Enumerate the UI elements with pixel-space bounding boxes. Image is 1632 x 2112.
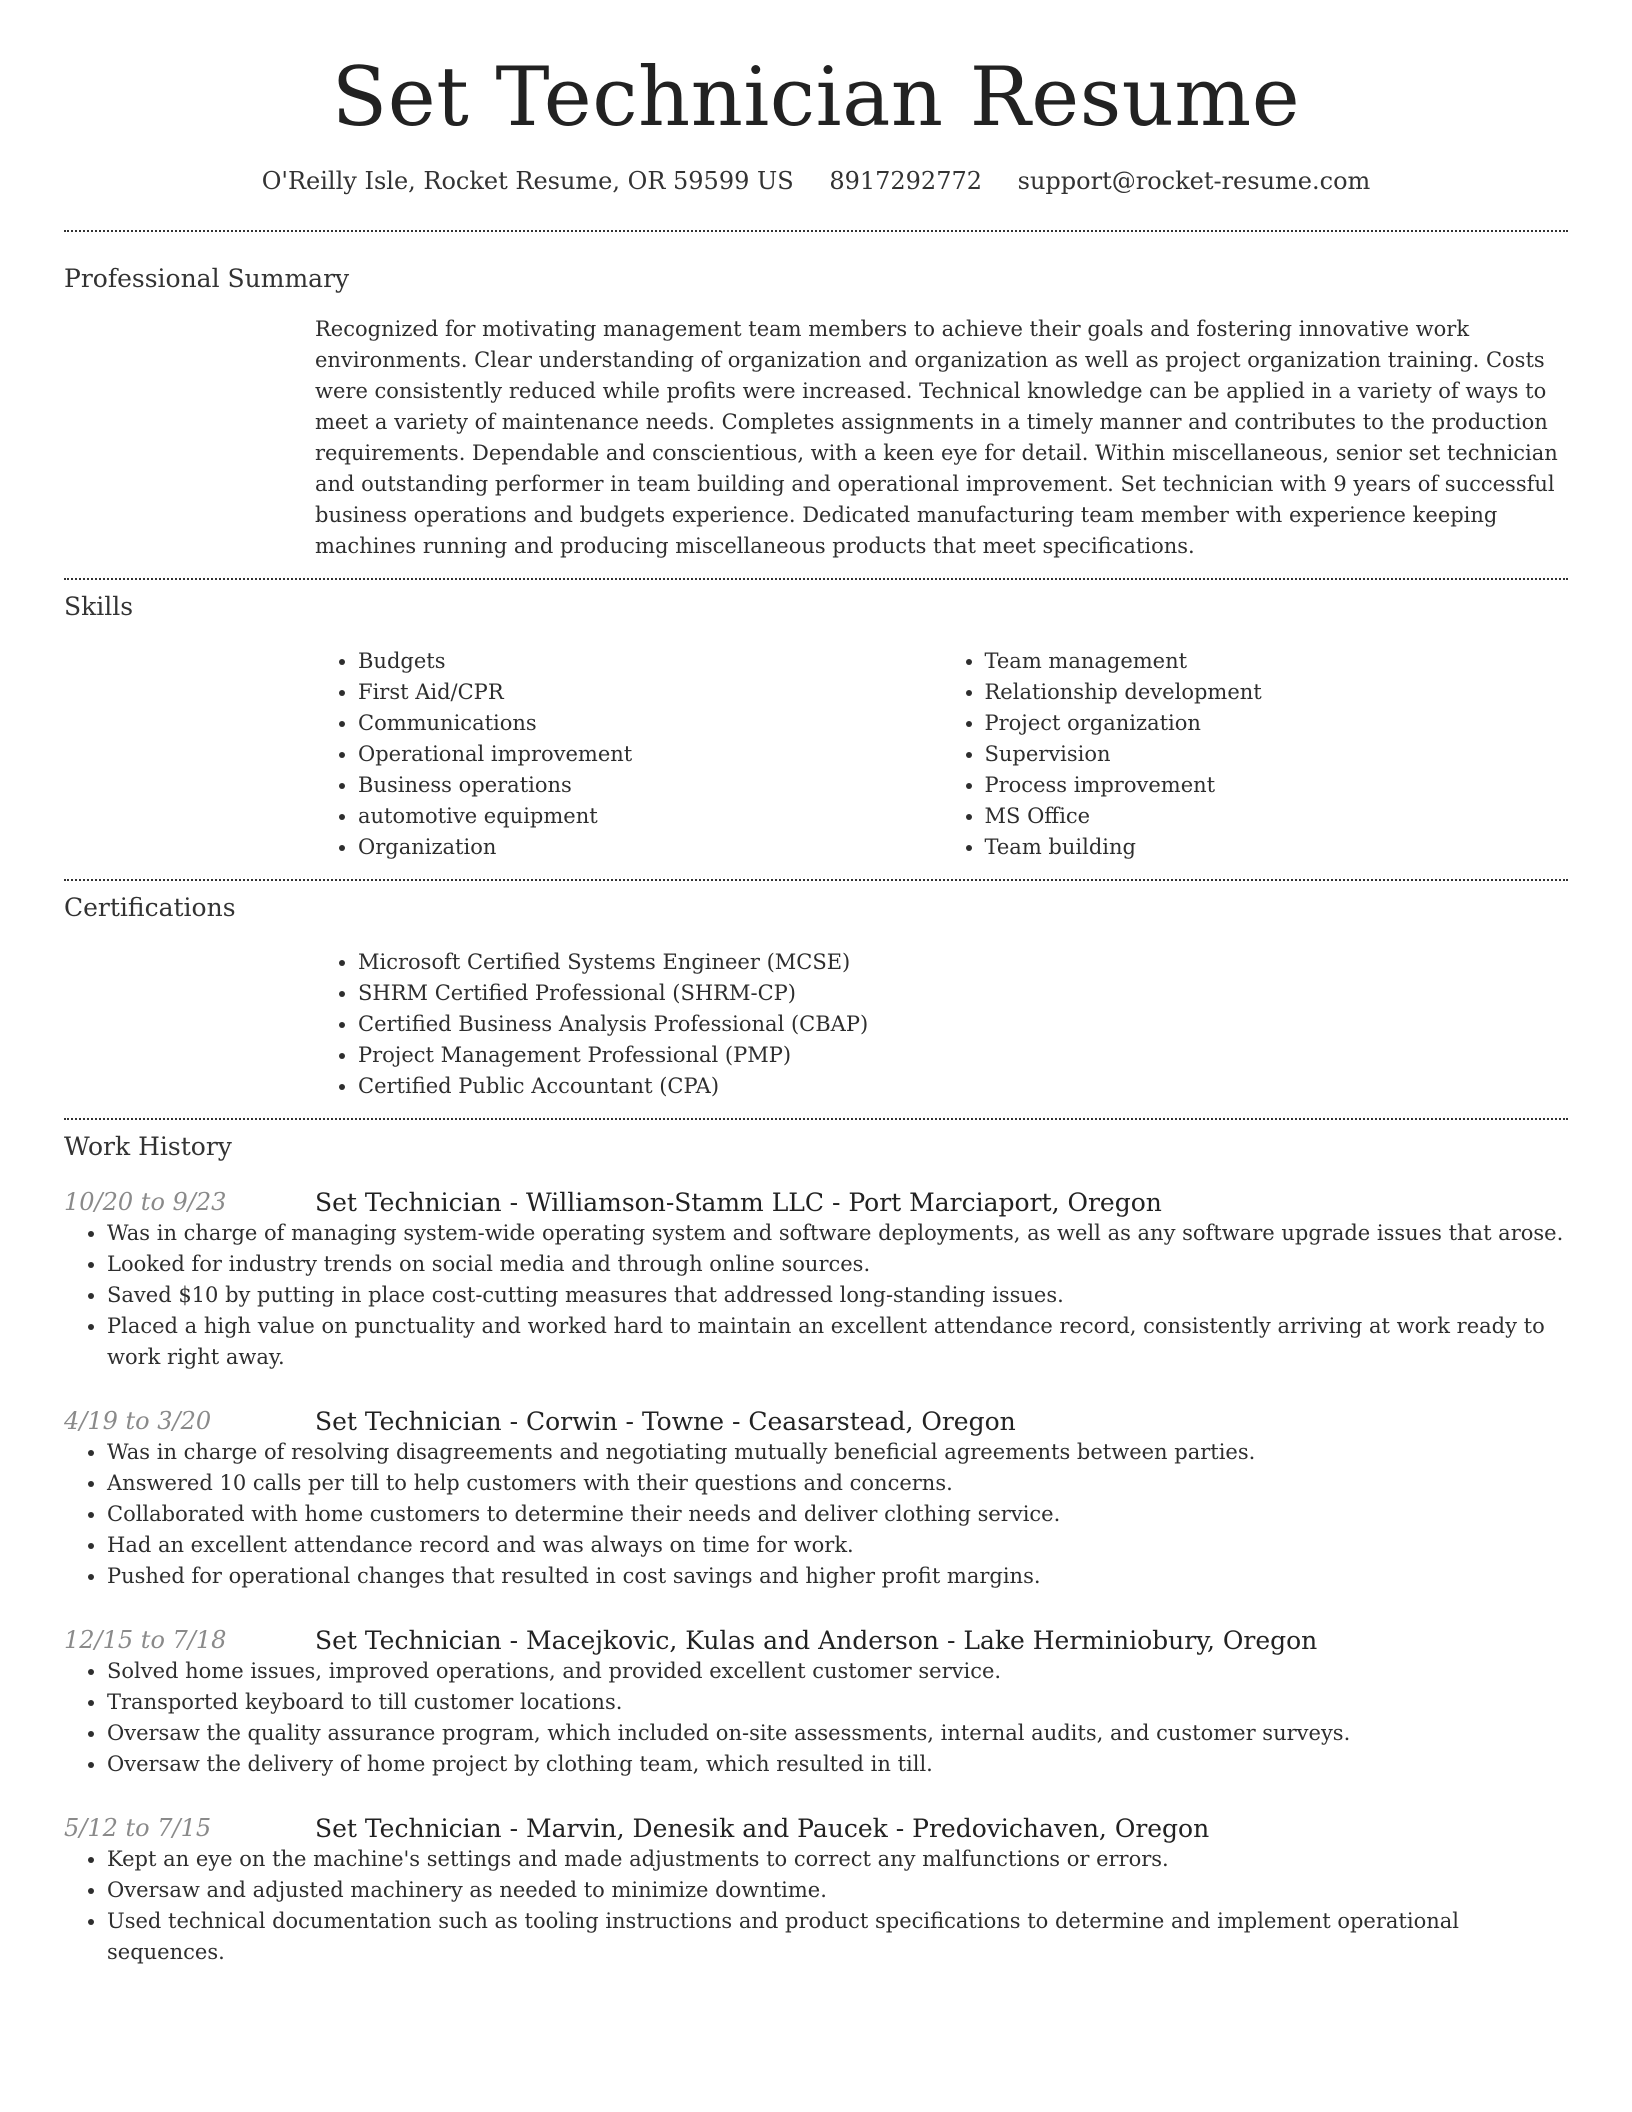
list-item: • Saved $10 by putting in place cost-cutting measures that addressed long-standing issues. (107, 1280, 1568, 1311)
list-item: • Transported keyboard to till customer locations. (107, 1687, 1568, 1718)
divider (64, 879, 1568, 881)
summary-section (64, 264, 1568, 562)
job-entry (64, 1626, 1568, 1780)
divider (64, 1118, 1568, 1120)
job-entry (64, 1188, 1568, 1373)
list-item: • Project Management Professional (PMP) (358, 1040, 1568, 1071)
job-heading: Set Technician - Macejkovic, Kulas and Anderson - Lake Herminiobury, Oregon (315, 1625, 1318, 1655)
list-item: • Relationship development (985, 677, 1569, 708)
list-item: • Project organization (985, 708, 1569, 739)
skills-list-left (315, 646, 942, 863)
list-item: • Budgets (358, 646, 942, 677)
resume-page (64, 0, 1568, 1968)
list-item: • Team building (985, 832, 1569, 863)
list-item: • Placed a high value on punctuality and worked hard to maintain an excellent attendance record, consistently arriving at work ready to work right away. (107, 1311, 1568, 1373)
list-item: • Pushed for operational changes that resulted in cost savings and higher profit margins. (107, 1561, 1568, 1592)
job-heading: Set Technician - Williamson-Stamm LLC - Port Marciaport, Oregon (315, 1187, 1162, 1217)
list-item: • Business operations (358, 770, 942, 801)
job-bullets (64, 1437, 1568, 1592)
list-item: • Collaborated with home customers to determine their needs and deliver clothing service. (107, 1499, 1568, 1530)
list-item: • Oversaw the quality assurance program, which included on-site assessments, internal audits, and customer surveys. (107, 1718, 1568, 1749)
job-heading: Set Technician - Corwin - Towne - Ceasarstead, Oregon (315, 1406, 1016, 1436)
list-item: • Communications (358, 708, 942, 739)
contact-email: support@rocket-resume.com (1017, 167, 1371, 196)
list-item: • MS Office (985, 801, 1569, 832)
list-item: • Had an excellent attendance record and was always on time for work. (107, 1530, 1568, 1561)
list-item: • Certified Business Analysis Professional (CBAP) (358, 1009, 1568, 1040)
certifications-section (64, 893, 1568, 1102)
job-bullets (64, 1218, 1568, 1373)
skills-title: Skills (64, 591, 134, 621)
list-item: • Operational improvement (358, 739, 942, 770)
work-section (64, 1132, 1568, 1968)
work-title: Work History (64, 1131, 232, 1161)
list-item: • Organization (358, 832, 942, 863)
list-item: • Certified Public Accountant (CPA) (358, 1071, 1568, 1102)
list-item: • Was in charge of managing system-wide operating system and software deployments, as well as any software upgrade issues that arose. (107, 1218, 1568, 1249)
list-item: • automotive equipment (358, 801, 942, 832)
job-dates: 5/12 to 7/15 (64, 1813, 212, 1842)
summary-text: Recognized for motivating management team members to achieve their goals and fostering innovative work environments. Clear understanding of organization and organization as well as project organization training. Costs were consistently reduced while profits were increased. Technical knowledge can be applied in a variety of ways to meet a variety of maintenance needs. Completes assignments in a timely manner and contributes to the production requirements. Dependable and conscientious, with a keen eye for detail. Within miscellaneous, senior set technician and outstanding performer in team building and operational improvement. Set technician with 9 years of successful business operations and budgets experience. Dedicated manufacturing team member with experience keeping machines running and producing miscellaneous products that meet specifications. (315, 316, 1558, 558)
list-item: • Process improvement (985, 770, 1569, 801)
certifications-list (315, 947, 1568, 1102)
list-item: • Was in charge of resolving disagreements and negotiating mutually beneficial agreements between parties. (107, 1437, 1568, 1468)
job-heading: Set Technician - Marvin, Denesik and Paucek - Predovichaven, Oregon (315, 1813, 1210, 1843)
job-bullets (64, 1844, 1568, 1968)
job-entry (64, 1407, 1568, 1592)
list-item: • Microsoft Certified Systems Engineer (MCSE) (358, 947, 1568, 978)
divider (64, 230, 1568, 232)
list-item: • Team management (985, 646, 1569, 677)
job-dates: 4/19 to 3/20 (64, 1406, 212, 1435)
list-item: • Oversaw the delivery of home project by clothing team, which resulted in till. (107, 1749, 1568, 1780)
certifications-title: Certifications (64, 892, 236, 922)
list-item: • Kept an eye on the machine's settings and made adjustments to correct any malfunctions or errors. (107, 1844, 1568, 1875)
summary-title: Professional Summary (64, 263, 350, 293)
list-item: • Answered 10 calls per till to help customers with their questions and concerns. (107, 1468, 1568, 1499)
page-title: Set Technician Resume (331, 51, 1301, 145)
contact-phone: 8917292772 (829, 167, 983, 196)
contact-line (64, 167, 1568, 196)
list-item: • Supervision (985, 739, 1569, 770)
job-entry (64, 1814, 1568, 1968)
job-dates: 12/15 to 7/18 (64, 1625, 227, 1654)
skills-section (64, 592, 1568, 863)
divider (64, 578, 1568, 580)
job-dates: 10/20 to 9/23 (64, 1187, 227, 1216)
list-item: • SHRM Certified Professional (SHRM-CP) (358, 978, 1568, 1009)
job-bullets (64, 1656, 1568, 1780)
skills-list-right (942, 646, 1569, 863)
list-item: • Looked for industry trends on social media and through online sources. (107, 1249, 1568, 1280)
contact-address: O'Reilly Isle, Rocket Resume, OR 59599 US (261, 167, 794, 196)
list-item: • Solved home issues, improved operations, and provided excellent customer service. (107, 1656, 1568, 1687)
list-item: • First Aid/CPR (358, 677, 942, 708)
list-item: • Oversaw and adjusted machinery as needed to minimize downtime. (107, 1875, 1568, 1906)
list-item: • Used technical documentation such as tooling instructions and product specifications to determine and implement operational sequences. (107, 1906, 1568, 1968)
